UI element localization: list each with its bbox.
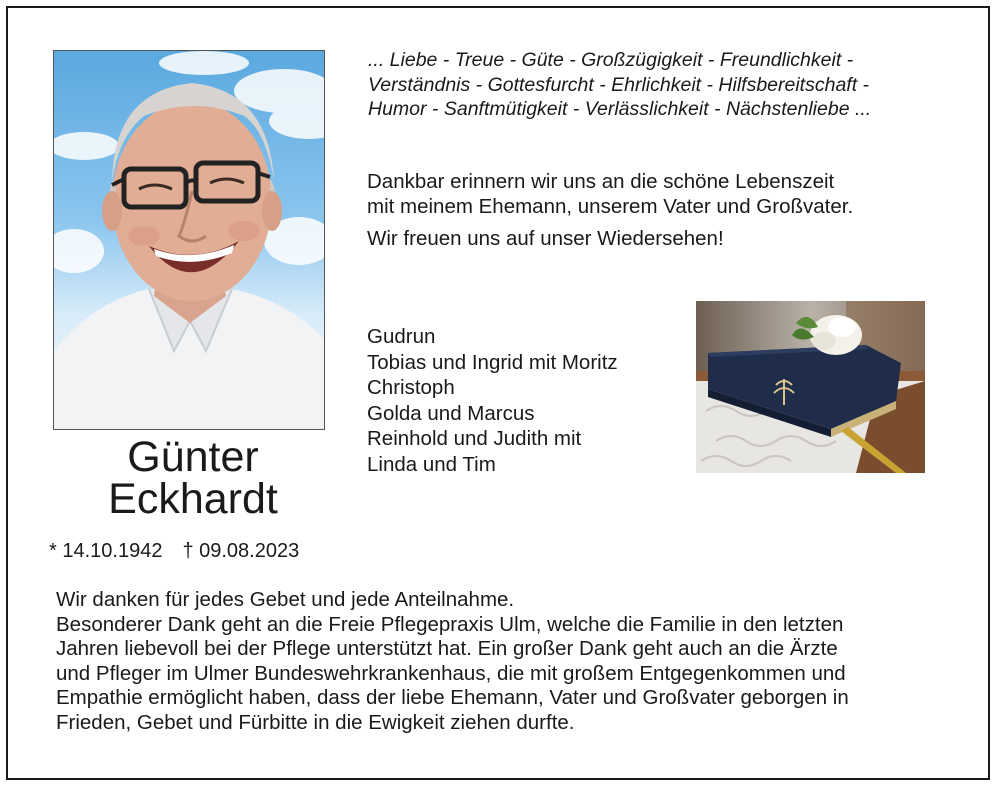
family-member: Golda und Marcus [367,401,535,425]
gratitude-text [367,169,967,251]
thanks-line: Frieden, Gebet und Fürbitte in die Ewigkeit ziehen durfte. [56,710,575,734]
family-member: Linda und Tim [367,452,496,476]
virtues-line: ... Liebe - Treue - Güte - Großzügigkeit - Freundlichkeit - [368,49,854,71]
thanks-line: und Pfleger im Ulmer Bundeswehrkrankenhaus, die mit großem Entgegenkommen und [56,661,846,685]
gratitude-line: mit meinem Ehemann, unserem Vater und Großvater. [367,195,854,218]
virtues-text [368,48,968,122]
thanks-line: Wir danken für jedes Gebet und jede Anteilnahme. [56,588,515,611]
family-member: Reinhold und Judith mit [367,427,582,450]
family-member: Tobias und Ingrid mit Moritz [367,350,618,374]
life-dates [49,540,349,563]
thanks-line: Jahren liebevoll bei der Pflege unterstützt hat. Ein großer Dank geht auch an die Ärzte [56,637,838,661]
gratitude-line: Dankbar erinnern wir uns an die schöne Lebenszeit [367,170,835,193]
reunion-line: Wir freuen uns auf unser Wiedersehen! [367,227,724,250]
thanks-paragraph [56,588,976,736]
last-name: Eckhardt [108,475,278,523]
bible-rose-photo [696,301,925,473]
deceased-name [53,433,333,523]
virtues-line: Humor - Sanftmütigkeit - Verlässlichkeit - Nächstenliebe ... [368,98,872,120]
thanks-line: Besonderer Dank geht an die Freie Pflegepraxis Ulm, welche die Familie in den letzten [56,612,844,636]
family-list [367,324,687,477]
death-date: † 09.08.2023 [182,540,300,562]
first-name: Günter [127,433,259,481]
portrait-photo [53,50,325,430]
virtues-line: Verständnis - Gottesfurcht - Ehrlichkeit - Hilfsbereitschaft - [368,73,870,96]
thanks-line: Empathie ermöglicht haben, dass der liebe Ehemann, Vater und Großvater geborgen in [56,686,849,710]
family-member: Gudrun [367,325,436,348]
family-member: Christoph [367,376,455,399]
birth-date: * 14.10.1942 [49,540,163,562]
